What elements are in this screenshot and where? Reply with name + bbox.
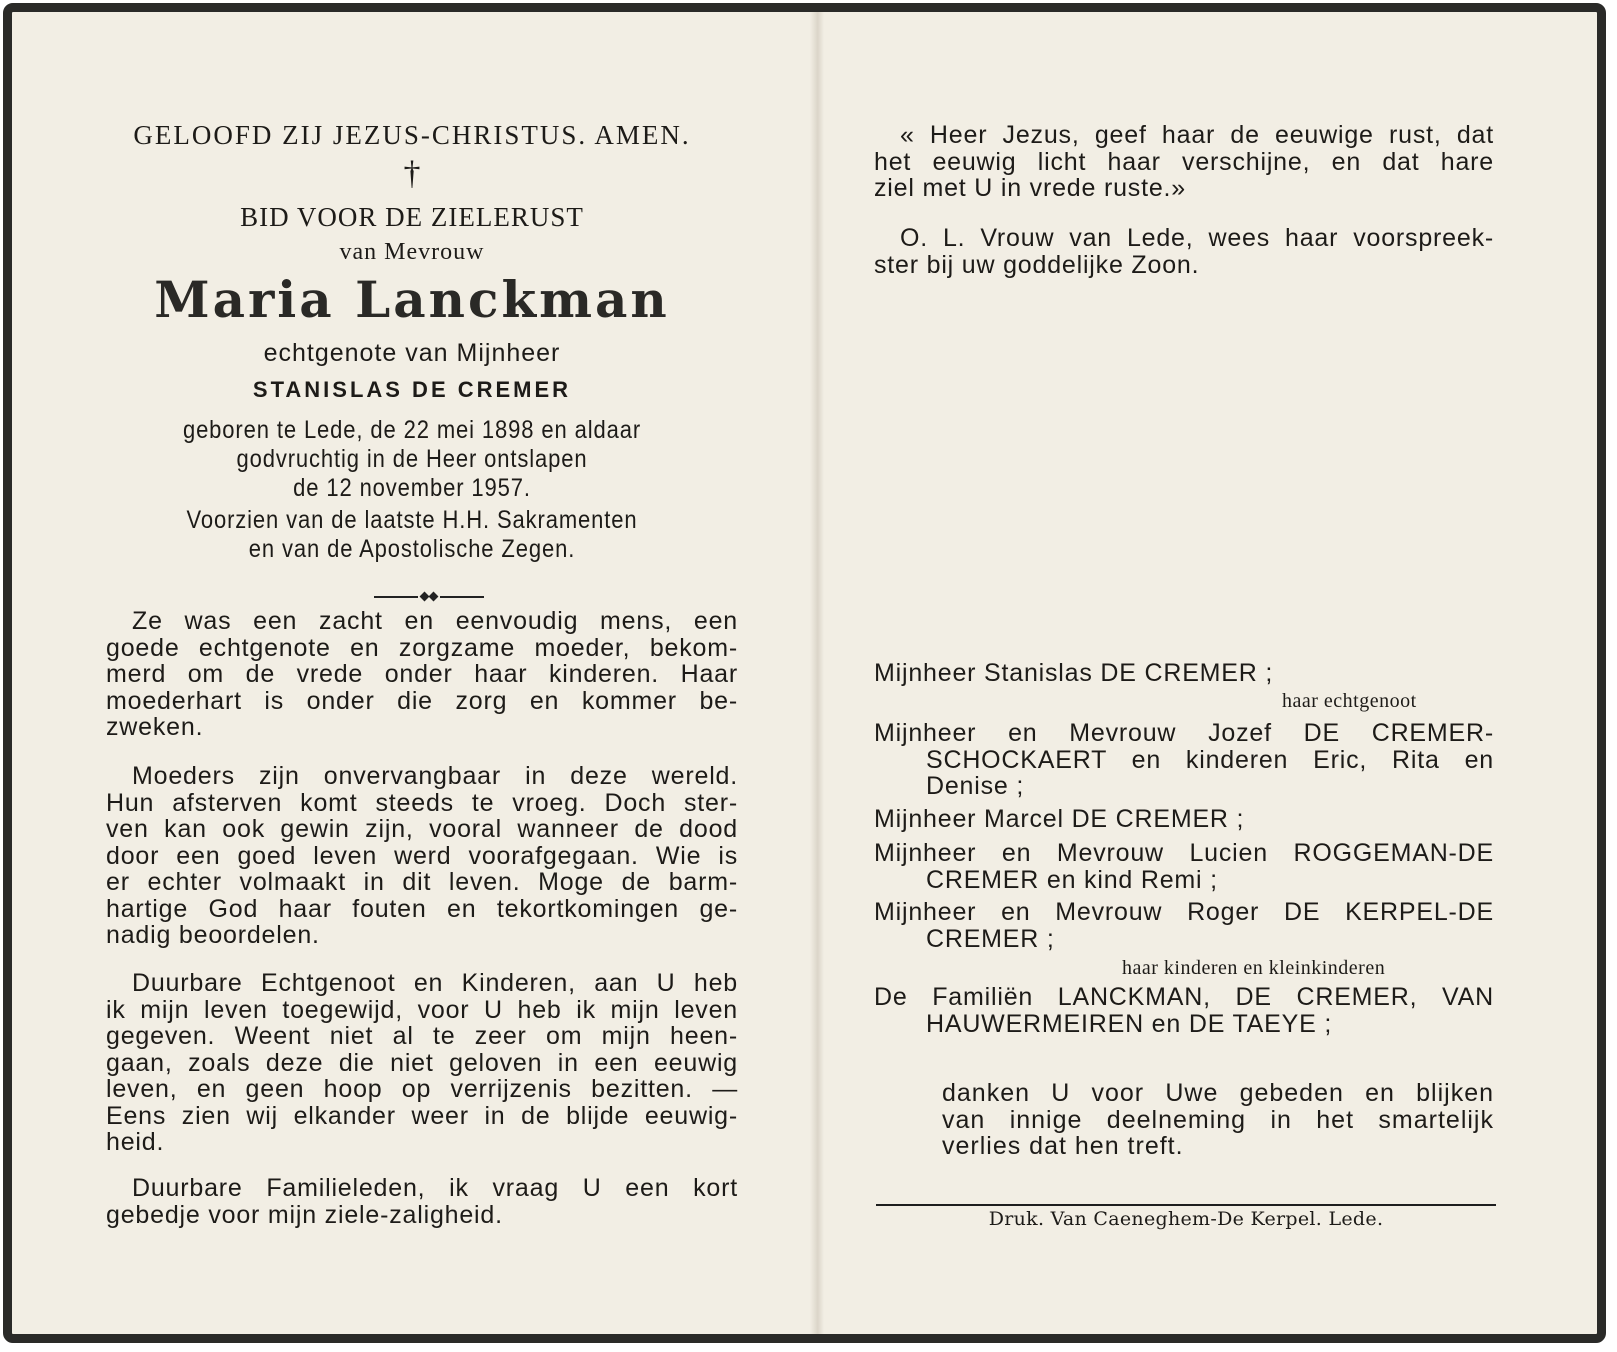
text-line: het eeuwig licht haar verschijne, en dat hare <box>874 147 1494 176</box>
paragraph <box>106 608 738 741</box>
family-entry <box>874 806 1494 833</box>
text-line: moederhart is onder die zorg en kommer be- <box>106 686 738 715</box>
text-line: Mijnheer Stanislas DE CREMER ; <box>874 659 1274 687</box>
text-line: verlies dat hen treft. <box>942 1132 1184 1160</box>
text-line: Moeders zijn onvervangbaar in deze wereld. <box>132 762 738 790</box>
printer-divider <box>876 1204 1496 1206</box>
text-line: Ze was een zacht en eenvoudig mens, een <box>132 607 738 635</box>
text-line: Mijnheer en Mevrouw Lucien ROGGEMAN-DE <box>874 839 1494 867</box>
text-line: gaan, zoals deze die niet geloven in een eeuwig <box>106 1048 738 1077</box>
family-entry <box>874 984 1494 1037</box>
paragraph <box>106 970 738 1156</box>
text-line: O. L. Vrouw van Lede, wees haar voorspreek- <box>900 224 1494 252</box>
text-line: Denise ; <box>926 772 1025 800</box>
text-line: ven kan ook gewin zijn, vooral wanneer de dood <box>106 815 738 843</box>
text-line: merd om de vrede onder haar kinderen. Haar <box>106 660 738 688</box>
paragraph <box>106 763 738 949</box>
text-line: Hun afsterven komt steeds te vroeg. Doch ster- <box>106 788 738 817</box>
text-line: er echter volmaakt in dit leven. Moge de barm- <box>106 868 738 896</box>
text-line: HAUWERMEIREN en DE TAEYE ; <box>926 1009 1333 1038</box>
text-line: De Familiën LANCKMAN, DE CREMER, VAN <box>874 983 1494 1011</box>
role-label: haar echtgenoot <box>1282 690 1417 712</box>
text-line: ziel met U in vrede ruste.» <box>874 174 1186 202</box>
text-line: hartige God haar fouten en tekortkomingen ge- <box>106 894 738 923</box>
text-line: zweken. <box>106 713 204 741</box>
mourning-card <box>3 3 1606 1343</box>
text-line: Mijnheer en Mevrouw Roger DE KERPEL-DE <box>874 898 1494 926</box>
bio-line: godvruchtig in de Heer ontslapen <box>236 445 588 473</box>
cross-icon: † <box>403 155 421 192</box>
text-line: SCHOCKAERT en kinderen Eric, Rita en <box>926 745 1494 774</box>
text-line: CREMER ; <box>926 924 1055 953</box>
text-line: leven, en geen hoop op verrijzenis bezitten. — <box>106 1075 738 1103</box>
spouse-label: echtgenote van Mijnheer <box>263 339 561 367</box>
bio <box>60 416 764 503</box>
role-label: haar kinderen en kleinkinderen <box>1122 957 1386 979</box>
text-line: Duurbare Familieleden, ik vraag U een kort <box>132 1174 738 1202</box>
family-entry <box>874 899 1494 952</box>
bio-line: de 12 november 1957. <box>293 474 531 502</box>
printer-credit: Druk. Van Caeneghem-De Kerpel. Lede. <box>988 1208 1384 1230</box>
text-line: goede echtgenote en zorgzame moeder, bekom- <box>106 633 738 662</box>
text-line: Mijnheer en Mevrouw Jozef DE CREMER- <box>874 719 1494 747</box>
paragraph <box>106 1175 738 1228</box>
text-line: Eens zien wij elkander weer in de blijde eeuwig- <box>106 1101 738 1130</box>
bid-line: BID VOOR DE ZIELERUST <box>240 202 584 232</box>
deceased-name: Maria Lanckman <box>154 270 670 329</box>
bio-line: geboren te Lede, de 22 mei 1898 en aldaar <box>182 416 642 444</box>
intercession <box>874 225 1494 278</box>
van-mevrouw: van Mevrouw <box>339 239 485 265</box>
text-line: CREMER en kind Remi ; <box>926 865 1218 894</box>
header-prayer: GELOOFD ZIJ JEZUS-CHRISTUS. AMEN. <box>133 120 691 150</box>
text-line: Mijnheer Marcel DE CREMER ; <box>874 805 1245 833</box>
text-line: heid. <box>106 1128 165 1156</box>
text-line: nadig beoordelen. <box>106 921 320 949</box>
sacraments <box>60 506 764 564</box>
sacrament-line: Voorzien van de laatste H.H. Sakramenten <box>186 506 638 534</box>
text-line: danken U voor Uwe gebeden en blijken <box>942 1079 1494 1107</box>
spouse-name: STANISLAS DE CREMER <box>252 377 572 402</box>
prayer-quote <box>874 122 1494 202</box>
text-line: ster bij uw goddelijke Zoon. <box>874 250 1200 279</box>
divider-ornament <box>374 593 484 601</box>
text-line: « Heer Jezus, geef haar de eeuwige rust, dat <box>900 121 1494 149</box>
thanks-text <box>942 1080 1494 1160</box>
text-line: van innige deelneming in het smartelijk <box>942 1105 1494 1134</box>
text-line: Duurbare Echtgenoot en Kinderen, aan U heb <box>132 969 738 997</box>
sacrament-line: en van de Apostolische Zegen. <box>248 535 576 563</box>
family-entry <box>874 840 1494 893</box>
text-line: door een goed leven werd voorafgegaan. Wie is <box>106 841 738 870</box>
text-line: ik mijn leven toegewijd, voor U heb ik mijn leven <box>106 995 738 1024</box>
text-line: gebedje voor mijn ziele-zaligheid. <box>106 1200 503 1229</box>
family-entry <box>874 660 1494 687</box>
text-line: gegeven. Weent niet al te zeer om mijn heen- <box>106 1022 738 1050</box>
family-entry <box>874 720 1494 800</box>
card-fold <box>810 12 824 1334</box>
